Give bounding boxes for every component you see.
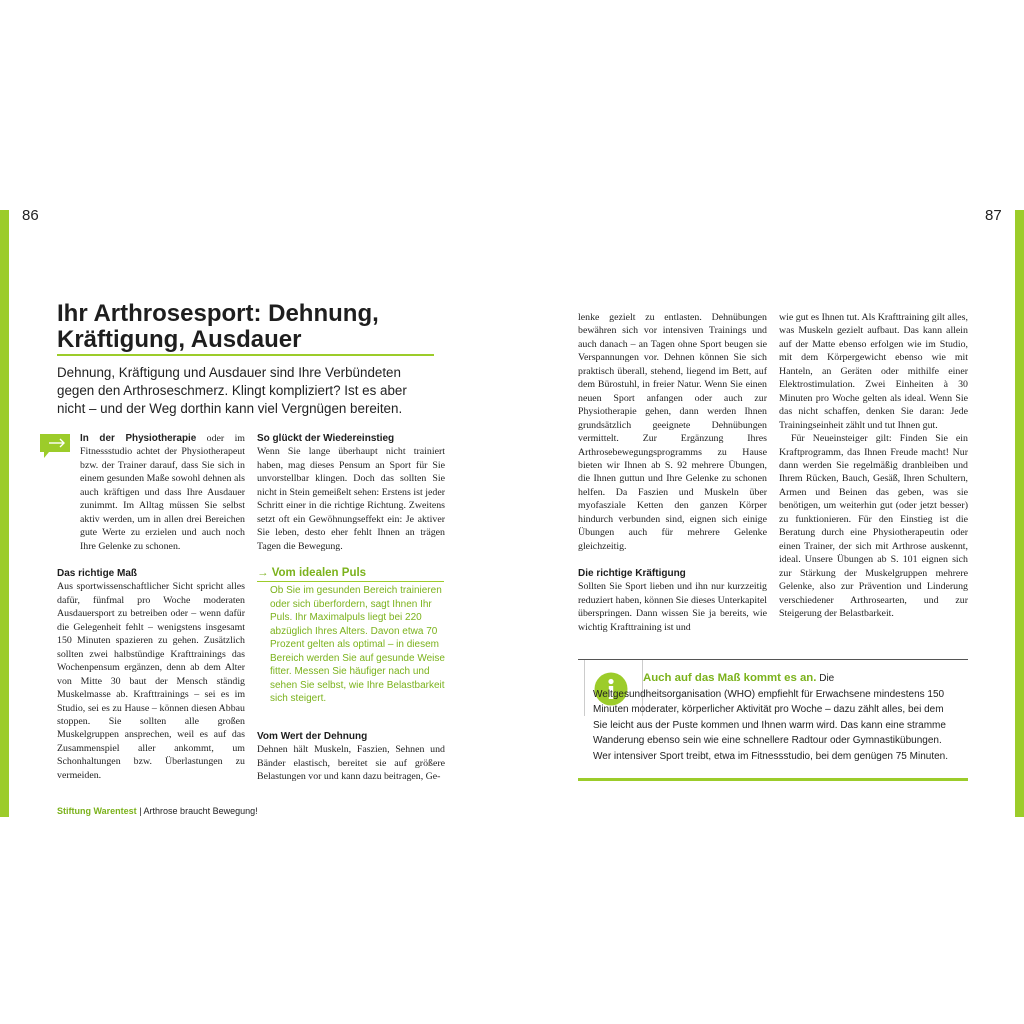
column-1-intro (80, 432, 245, 553)
col2-heading-2: Vom Wert der Dehnung (257, 731, 368, 742)
infobox-body: Die Weltgesundheitsorganisation (WHO) empfiehlt für Erwachsene mindestens 150 Minuten moderater, körperlicher Aktivität pro Woche – dazu zählt alles, bei dem Sie leicht aus der Puste kommen und Ihnen warm wird. Das kann eine stramme Wanderung ebenso sein wie eine schnellere Radtour oder Gymnastikübungen. Wer intensiver Sport treibt, etwa im Fitnessstudio, bei dem genügen 75 Minuten. (593, 673, 948, 762)
col4-paragraph-2: Für Neueinsteiger gilt: Finden Sie ein Kraftprogramm, das Ihnen Freude macht! Nur dann werden Sie regelmäßig dranbleiben und Ihrem Rücken, Bauch, Gesäß, Ihren Schultern, Armen und Beinen das geben, was sie benötigen, um weiterhin gut (oder jetzt besser) zu funktionieren. Für den Einstieg ist die Beratung durch eine Physiotherapeutin oder einen Trainer, der sich mit Arthrose auskennt, ideal. Unsere Übungen ab S. 101 eignen sich zur Stärkung der Muskelgruppen mehrere Gelenke, also zur Prävention und Linderung verschiedener Arthrosearten, und zur Steigerung der Belastbarkeit. (779, 433, 968, 619)
column-1-section (57, 567, 245, 782)
title-rule (57, 354, 434, 356)
column-2-top (257, 432, 445, 553)
col2-paragraph-1: Wenn Sie lange überhaupt nicht trainiert haben, mag dieses Pensum an Sport für Sie unvorstellbar klingen. Doch das sollten Sie nicht in Stein gemeißelt sehen: Erstens ist jeder Schritt einer in die richtige Richtung. Zweitens setzt oft ein Gewöhnungseffekt ein: Je aktiver Sie leben, desto eher fehlt Ihnen an trägen Tagen die Bewegung. (257, 446, 445, 552)
footer-separator: | (139, 806, 142, 816)
col4-paragraph-1: wie gut es Ihnen tut. Als Krafttraining gilt alles, was Muskeln gezielt aufbaut. Das kann allein auf der Matte ebenso erfolgen wie im Studio, mit dem Körpergewicht ebenso wie mit Hanteln, an Geräten oder mithilfe einer Elektrostimulation. Zwei Einheiten à 30 Minuten pro Woche gelten als ideal. Wenn Sie das nicht schaffen, denken Sie daran: Jede Trainingseinheit zählt und tut Ihnen gut. (779, 312, 968, 431)
page-title: Ihr Arthrosesport: Dehnung, Kräftigung, Ausdauer (57, 300, 379, 353)
column-2-bottom (257, 730, 445, 784)
infobox-text (593, 671, 955, 764)
column-4 (779, 311, 968, 620)
col2-paragraph-2: Dehnen hält Muskeln, Faszien, Sehnen und Bänder elastisch, bereitet sie auf größere Belastungen vor und kann dazu beitragen, Ge- (257, 744, 445, 783)
infobox-bottom-rule (578, 778, 968, 781)
page-number-right: 87 (985, 207, 1002, 224)
col1-heading: Das richtige Maß (57, 568, 138, 579)
right-accent-bar (1015, 210, 1024, 817)
intro-text: Dehnung, Kräftigung und Ausdauer sind Ihre Verbündeten gegen den Arthroseschmerz. Klingt kompliziert? Ist es aber nicht – und der Weg dorthin kann viel Vergnügen bereiten. (57, 365, 407, 416)
page-number-left: 86 (22, 207, 39, 224)
column-3-top (578, 311, 767, 553)
tip-rule (257, 581, 444, 582)
arrow-badge-icon (40, 432, 72, 459)
col1-lead: In der Physiotherapie (80, 433, 197, 444)
tip-title: → Vom idealen Puls (257, 567, 367, 579)
col3-paragraph-1: lenke gezielt zu entlasten. Dehnübungen bewähren sich vor intensiven Trainings und auch danach – an Tagen ohne Sport beugen sie Verspannungen vor. Dehnen können Sie sich praktisch überall, stehend, liegend im Bett, auf dem Bürostuhl, in freier Natur. Wenn Sie einen neuen Sport anfangen oder auch zur Physiotherapie gehen, dann werden Ihnen grundsätzlich geeignete Dehnübungen vermittelt. Zur Ergänzung Ihres Arthrosebewegungsprogramms zu Hause bieten wir Ihnen ab S. 92 mehrere Übungen, die Ihnen guttun und Ihre Gelenke zu schonen helfen. Da Faszien und Muskeln über myofasziale Ketten den ganzen Körper hindurch verbunden sind, eignen sich einige Übungen auch für mehrere Gelenke gleichzeitig. (578, 312, 767, 552)
footer-brand: Stiftung Warentest (57, 806, 137, 816)
col3-heading: Die richtige Kräftigung (578, 568, 686, 579)
col1-paragraph-2: Aus sportwissenschaftlicher Sicht spricht alles dafür, fünfmal pro Woche moderaten Ausdauersport zu betreiben oder – wenn dafür die Gelegenheit fehlt – wenigstens insgesamt 150 Minuten spazieren zu gehen. Zusätzlich sollten zwei halbstündige Krafttrainings das Wochenpensum ergänzen, denn ab dem Alter von Mitte 30 baut der Mensch ständig Muskelmasse ab. Krafttrainings – sei es im Studio, sei es zu Hause – können diesen Abbau stoppen. Sie sollten alle großen Muskelgruppen ansprechen, weil es auf das Zusammenspiel aller ankommt, um Schonhaltungen bzw. Überlastungen zu vermeiden. (57, 581, 245, 781)
footer-title: Arthrose braucht Bewegung! (143, 806, 258, 816)
left-accent-bar (0, 210, 9, 817)
column-3-bottom (578, 567, 767, 634)
col3-paragraph-2: Sollten Sie Sport lieben und ihn nur kurzzeitig reduziert haben, können Sie dieses Unterkapitel überspringen. Dann wissen Sie ja bereits, wie wichtig Krafttraining ist und (578, 581, 767, 633)
col2-heading-1: So glückt der Wiedereinstieg (257, 433, 395, 444)
col1-paragraph-1: oder im Fitnessstudio achtet der Physiotherapeut bzw. der Trainer darauf, dass Sie sich in einem gesunden Maße sowohl dehnen als auch kräftigen und dass Ihre Ausdauer zunimmt. Im Alltag müssen Sie selbst aktiv werden, um in allen drei Bereichen gute Werte zu erzielen und auch noch Ihre Gelenke zu schonen. (80, 433, 245, 552)
footer (57, 806, 258, 816)
infobox-lead: Auch auf das Maß kommt es an. (643, 672, 817, 684)
tip-text: Ob Sie im gesunden Bereich trainieren oder sich überfordern, sagt Ihnen Ihr Puls. Ihr Maximalpuls liegt bei 220 abzüglich Ihres Alters. Davon etwa 70 Prozent gelten als optimal – in diesem Bereich werden Sie auf gesunde Weise fitter. Messen Sie häufiger nach und sehen Sie selbst, wie Ihre Belastbarkeit sich steigert. (270, 585, 445, 704)
